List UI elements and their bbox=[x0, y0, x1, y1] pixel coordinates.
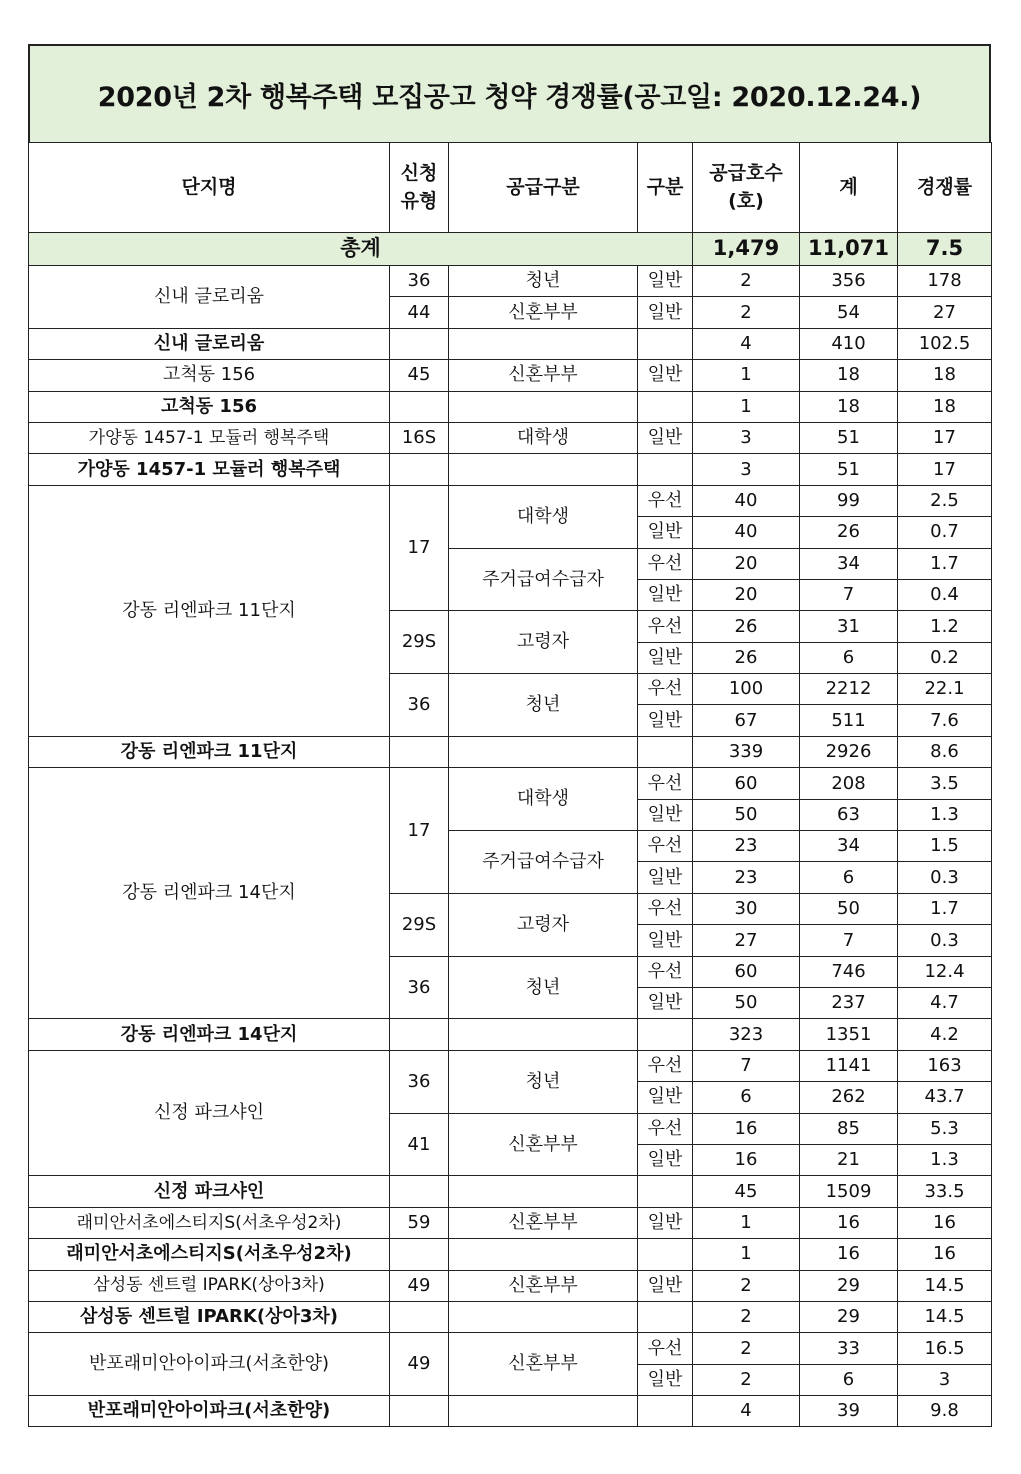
applicant-total: 99 bbox=[800, 485, 898, 516]
applicant-total: 63 bbox=[800, 799, 898, 830]
subtotal-name: 신내 글로리움 bbox=[29, 328, 390, 359]
applicant-total: 237 bbox=[800, 987, 898, 1018]
subtotal-row bbox=[29, 391, 992, 422]
supply-units: 23 bbox=[693, 862, 800, 893]
title-banner bbox=[28, 44, 991, 142]
division: 일반 bbox=[638, 925, 693, 956]
apply-type: 17 bbox=[390, 485, 449, 611]
competition-rate: 1.3 bbox=[898, 799, 992, 830]
division: 우선 bbox=[638, 831, 693, 862]
competition-rate: 3 bbox=[898, 1364, 992, 1395]
subtotal-units: 1 bbox=[693, 1239, 800, 1270]
apply-type: 16S bbox=[390, 422, 449, 453]
supply-units: 67 bbox=[693, 705, 800, 736]
header-total: 계 bbox=[800, 143, 898, 233]
subtotal-total: 51 bbox=[800, 454, 898, 485]
subtotal-empty-category bbox=[449, 391, 638, 422]
apply-type: 36 bbox=[390, 266, 449, 297]
subtotal-total: 29 bbox=[800, 1301, 898, 1332]
subtotal-units: 323 bbox=[693, 1019, 800, 1050]
subtotal-empty-type bbox=[390, 1396, 449, 1427]
division: 우선 bbox=[638, 548, 693, 579]
supply-category: 청년 bbox=[449, 266, 638, 297]
complex-name: 신내 글로리움 bbox=[29, 266, 390, 329]
subtotal-empty-type bbox=[390, 1176, 449, 1207]
subtotal-total: 39 bbox=[800, 1396, 898, 1427]
competition-rate: 5.3 bbox=[898, 1113, 992, 1144]
supply-category: 주거급여수급자 bbox=[449, 548, 638, 611]
table-row bbox=[29, 1270, 992, 1301]
applicant-total: 50 bbox=[800, 893, 898, 924]
applicant-total: 7 bbox=[800, 579, 898, 610]
supply-units: 16 bbox=[693, 1144, 800, 1175]
supply-category: 신혼부부 bbox=[449, 1333, 638, 1396]
competition-rate: 12.4 bbox=[898, 956, 992, 987]
supply-units: 2 bbox=[693, 266, 800, 297]
applicant-total: 511 bbox=[800, 705, 898, 736]
subtotal-units: 2 bbox=[693, 1301, 800, 1332]
supply-category: 청년 bbox=[449, 1050, 638, 1113]
subtotal-units: 3 bbox=[693, 454, 800, 485]
apply-type: 41 bbox=[390, 1113, 449, 1176]
competition-rate: 2.5 bbox=[898, 485, 992, 516]
header-row bbox=[29, 143, 992, 233]
applicant-total: 6 bbox=[800, 862, 898, 893]
supply-units: 27 bbox=[693, 925, 800, 956]
apply-type: 59 bbox=[390, 1207, 449, 1238]
division: 일반 bbox=[638, 297, 693, 328]
supply-units: 1 bbox=[693, 360, 800, 391]
competition-rate: 0.4 bbox=[898, 579, 992, 610]
division: 일반 bbox=[638, 1270, 693, 1301]
applicant-total: 6 bbox=[800, 642, 898, 673]
applicant-total: 16 bbox=[800, 1207, 898, 1238]
subtotal-empty-division bbox=[638, 1396, 693, 1427]
supply-category: 신혼부부 bbox=[449, 1113, 638, 1176]
subtotal-empty-division bbox=[638, 1239, 693, 1270]
subtotal-row bbox=[29, 328, 992, 359]
division: 일반 bbox=[638, 862, 693, 893]
competition-rate: 17 bbox=[898, 422, 992, 453]
division: 일반 bbox=[638, 1364, 693, 1395]
subtotal-empty-category bbox=[449, 1396, 638, 1427]
applicant-total: 34 bbox=[800, 548, 898, 579]
supply-units: 60 bbox=[693, 768, 800, 799]
competition-rate: 43.7 bbox=[898, 1082, 992, 1113]
division: 우선 bbox=[638, 1333, 693, 1364]
subtotal-empty-division bbox=[638, 1301, 693, 1332]
subtotal-rate: 18 bbox=[898, 391, 992, 422]
division: 일반 bbox=[638, 266, 693, 297]
apply-type: 44 bbox=[390, 297, 449, 328]
applicant-total: 7 bbox=[800, 925, 898, 956]
competition-rate: 14.5 bbox=[898, 1270, 992, 1301]
apply-type: 49 bbox=[390, 1270, 449, 1301]
supply-units: 2 bbox=[693, 1364, 800, 1395]
subtotal-rate: 33.5 bbox=[898, 1176, 992, 1207]
subtotal-name: 삼성동 센트럴 IPARK(상아3차) bbox=[29, 1301, 390, 1332]
subtotal-empty-category bbox=[449, 1239, 638, 1270]
division: 우선 bbox=[638, 893, 693, 924]
competition-rate: 1.3 bbox=[898, 1144, 992, 1175]
supply-category: 신혼부부 bbox=[449, 1207, 638, 1238]
subtotal-empty-category bbox=[449, 1301, 638, 1332]
apply-type: 45 bbox=[390, 360, 449, 391]
supply-category: 청년 bbox=[449, 674, 638, 737]
subtotal-empty-type bbox=[390, 391, 449, 422]
subtotal-empty-type bbox=[390, 1239, 449, 1270]
supply-category: 고령자 bbox=[449, 893, 638, 956]
supply-units: 20 bbox=[693, 548, 800, 579]
supply-category: 대학생 bbox=[449, 422, 638, 453]
division: 일반 bbox=[638, 360, 693, 391]
supply-units: 26 bbox=[693, 611, 800, 642]
division: 우선 bbox=[638, 485, 693, 516]
subtotal-row bbox=[29, 1239, 992, 1270]
complex-name: 삼성동 센트럴 IPARK(상아3차) bbox=[29, 1270, 390, 1301]
table-row bbox=[29, 1207, 992, 1238]
supply-units: 100 bbox=[693, 674, 800, 705]
competition-rate: 18 bbox=[898, 360, 992, 391]
table-row bbox=[29, 422, 992, 453]
competition-rate: 16 bbox=[898, 1207, 992, 1238]
supply-category: 고령자 bbox=[449, 611, 638, 674]
division: 일반 bbox=[638, 422, 693, 453]
subtotal-empty-division bbox=[638, 1019, 693, 1050]
applicant-total: 21 bbox=[800, 1144, 898, 1175]
applicant-total: 29 bbox=[800, 1270, 898, 1301]
subtotal-empty-division bbox=[638, 391, 693, 422]
table-row bbox=[29, 1333, 992, 1364]
competition-rate: 4.7 bbox=[898, 987, 992, 1018]
subtotal-empty-type bbox=[390, 1301, 449, 1332]
subtotal-rate: 17 bbox=[898, 454, 992, 485]
division: 일반 bbox=[638, 642, 693, 673]
table-row bbox=[29, 485, 992, 516]
division: 일반 bbox=[638, 517, 693, 548]
division: 우선 bbox=[638, 1113, 693, 1144]
subtotal-rate: 102.5 bbox=[898, 328, 992, 359]
competition-rate: 7.6 bbox=[898, 705, 992, 736]
subtotal-total: 410 bbox=[800, 328, 898, 359]
applicant-total: 2212 bbox=[800, 674, 898, 705]
subtotal-name: 강동 리엔파크 14단지 bbox=[29, 1019, 390, 1050]
supply-units: 2 bbox=[693, 1270, 800, 1301]
table-body bbox=[29, 143, 992, 1427]
subtotal-total: 1351 bbox=[800, 1019, 898, 1050]
supply-units: 30 bbox=[693, 893, 800, 924]
subtotal-units: 339 bbox=[693, 736, 800, 767]
supply-units: 1 bbox=[693, 1207, 800, 1238]
subtotal-units: 45 bbox=[693, 1176, 800, 1207]
competition-rate: 1.7 bbox=[898, 893, 992, 924]
subtotal-empty-division bbox=[638, 328, 693, 359]
supply-category: 신혼부부 bbox=[449, 297, 638, 328]
division: 일반 bbox=[638, 579, 693, 610]
subtotal-row bbox=[29, 736, 992, 767]
division: 일반 bbox=[638, 1082, 693, 1113]
subtotal-empty-type bbox=[390, 454, 449, 485]
subtotal-total: 18 bbox=[800, 391, 898, 422]
apply-type: 29S bbox=[390, 893, 449, 956]
applicant-total: 18 bbox=[800, 360, 898, 391]
header-apply-type: 신청 유형 bbox=[390, 143, 449, 233]
complex-name: 반포래미안아이파크(서초한양) bbox=[29, 1333, 390, 1396]
subtotal-row bbox=[29, 1396, 992, 1427]
subtotal-rate: 14.5 bbox=[898, 1301, 992, 1332]
applicant-total: 33 bbox=[800, 1333, 898, 1364]
table-row bbox=[29, 768, 992, 799]
grand-total-rate: 7.5 bbox=[898, 233, 992, 266]
division: 일반 bbox=[638, 1144, 693, 1175]
applicant-total: 26 bbox=[800, 517, 898, 548]
competition-rate: 22.1 bbox=[898, 674, 992, 705]
supply-units: 26 bbox=[693, 642, 800, 673]
competition-rate: 0.3 bbox=[898, 925, 992, 956]
subtotal-row bbox=[29, 454, 992, 485]
table-row bbox=[29, 266, 992, 297]
subtotal-name: 반포래미안아이파크(서초한양) bbox=[29, 1396, 390, 1427]
subtotal-empty-category bbox=[449, 1176, 638, 1207]
applicant-total: 54 bbox=[800, 297, 898, 328]
supply-units: 60 bbox=[693, 956, 800, 987]
competition-rate: 0.2 bbox=[898, 642, 992, 673]
competition-rate: 16.5 bbox=[898, 1333, 992, 1364]
supply-units: 50 bbox=[693, 987, 800, 1018]
complex-name: 고척동 156 bbox=[29, 360, 390, 391]
competition-rate: 178 bbox=[898, 266, 992, 297]
apply-type: 17 bbox=[390, 768, 449, 894]
subtotal-empty-category bbox=[449, 1019, 638, 1050]
supply-units: 3 bbox=[693, 422, 800, 453]
supply-units: 40 bbox=[693, 517, 800, 548]
complex-name: 강동 리엔파크 11단지 bbox=[29, 485, 390, 736]
subtotal-name: 강동 리엔파크 11단지 bbox=[29, 736, 390, 767]
subtotal-empty-division bbox=[638, 736, 693, 767]
subtotal-rate: 8.6 bbox=[898, 736, 992, 767]
apply-type: 36 bbox=[390, 1050, 449, 1113]
subtotal-row bbox=[29, 1019, 992, 1050]
subtotal-name: 래미안서초에스티지S(서초우성2차) bbox=[29, 1239, 390, 1270]
subtotal-total: 16 bbox=[800, 1239, 898, 1270]
division: 일반 bbox=[638, 799, 693, 830]
supply-units: 40 bbox=[693, 485, 800, 516]
complex-name: 래미안서초에스티지S(서초우성2차) bbox=[29, 1207, 390, 1238]
applicant-total: 34 bbox=[800, 831, 898, 862]
subtotal-total: 2926 bbox=[800, 736, 898, 767]
competition-rate-sheet bbox=[28, 44, 991, 1427]
grand-total-label: 총계 bbox=[29, 233, 693, 266]
grand-total-row bbox=[29, 233, 992, 266]
subtotal-units: 4 bbox=[693, 328, 800, 359]
header-complex: 단지명 bbox=[29, 143, 390, 233]
header-division: 구분 bbox=[638, 143, 693, 233]
subtotal-row bbox=[29, 1301, 992, 1332]
subtotal-units: 4 bbox=[693, 1396, 800, 1427]
subtotal-empty-division bbox=[638, 454, 693, 485]
competition-rate: 1.2 bbox=[898, 611, 992, 642]
division: 우선 bbox=[638, 611, 693, 642]
subtotal-rate: 4.2 bbox=[898, 1019, 992, 1050]
division: 일반 bbox=[638, 987, 693, 1018]
subtotal-rate: 16 bbox=[898, 1239, 992, 1270]
subtotal-empty-category bbox=[449, 736, 638, 767]
subtotal-empty-type bbox=[390, 1019, 449, 1050]
applicant-total: 6 bbox=[800, 1364, 898, 1395]
supply-units: 2 bbox=[693, 1333, 800, 1364]
apply-type: 49 bbox=[390, 1333, 449, 1396]
competition-rate: 0.3 bbox=[898, 862, 992, 893]
header-supply-category: 공급구분 bbox=[449, 143, 638, 233]
applicant-total: 746 bbox=[800, 956, 898, 987]
supply-category: 청년 bbox=[449, 956, 638, 1019]
applicant-total: 356 bbox=[800, 266, 898, 297]
supply-category: 대학생 bbox=[449, 768, 638, 831]
division: 우선 bbox=[638, 956, 693, 987]
division: 일반 bbox=[638, 705, 693, 736]
header-supply-units: 공급호수 (호) bbox=[693, 143, 800, 233]
supply-units: 23 bbox=[693, 831, 800, 862]
complex-name: 신정 파크샤인 bbox=[29, 1050, 390, 1176]
page-title: 2020년 2차 행복주택 모집공고 청약 경쟁률(공고일: 2020.12.24.) bbox=[97, 81, 922, 113]
apply-type: 36 bbox=[390, 956, 449, 1019]
competition-table bbox=[28, 142, 992, 1427]
apply-type: 29S bbox=[390, 611, 449, 674]
subtotal-empty-category bbox=[449, 454, 638, 485]
competition-rate: 27 bbox=[898, 297, 992, 328]
table-row bbox=[29, 360, 992, 391]
subtotal-empty-division bbox=[638, 1176, 693, 1207]
supply-units: 16 bbox=[693, 1113, 800, 1144]
competition-rate: 163 bbox=[898, 1050, 992, 1081]
subtotal-name: 고척동 156 bbox=[29, 391, 390, 422]
header-rate: 경쟁률 bbox=[898, 143, 992, 233]
supply-units: 2 bbox=[693, 297, 800, 328]
competition-rate: 0.7 bbox=[898, 517, 992, 548]
competition-rate: 1.7 bbox=[898, 548, 992, 579]
supply-category: 신혼부부 bbox=[449, 1270, 638, 1301]
subtotal-empty-type bbox=[390, 736, 449, 767]
applicant-total: 51 bbox=[800, 422, 898, 453]
subtotal-rate: 9.8 bbox=[898, 1396, 992, 1427]
subtotal-empty-type bbox=[390, 328, 449, 359]
subtotal-units: 1 bbox=[693, 391, 800, 422]
supply-category: 대학생 bbox=[449, 485, 638, 548]
table-row bbox=[29, 1050, 992, 1081]
division: 우선 bbox=[638, 1050, 693, 1081]
subtotal-empty-category bbox=[449, 328, 638, 359]
division: 우선 bbox=[638, 674, 693, 705]
division: 우선 bbox=[638, 768, 693, 799]
subtotal-name: 가양동 1457-1 모듈러 행복주택 bbox=[29, 454, 390, 485]
supply-units: 6 bbox=[693, 1082, 800, 1113]
supply-category: 신혼부부 bbox=[449, 360, 638, 391]
grand-total-units: 1,479 bbox=[693, 233, 800, 266]
applicant-total: 31 bbox=[800, 611, 898, 642]
applicant-total: 85 bbox=[800, 1113, 898, 1144]
supply-units: 50 bbox=[693, 799, 800, 830]
supply-units: 20 bbox=[693, 579, 800, 610]
competition-rate: 3.5 bbox=[898, 768, 992, 799]
subtotal-row bbox=[29, 1176, 992, 1207]
apply-type: 36 bbox=[390, 674, 449, 737]
competition-rate: 1.5 bbox=[898, 831, 992, 862]
applicant-total: 262 bbox=[800, 1082, 898, 1113]
division: 일반 bbox=[638, 1207, 693, 1238]
complex-name: 강동 리엔파크 14단지 bbox=[29, 768, 390, 1019]
applicant-total: 208 bbox=[800, 768, 898, 799]
grand-total-total: 11,071 bbox=[800, 233, 898, 266]
supply-category: 주거급여수급자 bbox=[449, 831, 638, 894]
applicant-total: 1141 bbox=[800, 1050, 898, 1081]
subtotal-name: 신정 파크샤인 bbox=[29, 1176, 390, 1207]
complex-name: 가양동 1457-1 모듈러 행복주택 bbox=[29, 422, 390, 453]
subtotal-total: 1509 bbox=[800, 1176, 898, 1207]
supply-units: 7 bbox=[693, 1050, 800, 1081]
